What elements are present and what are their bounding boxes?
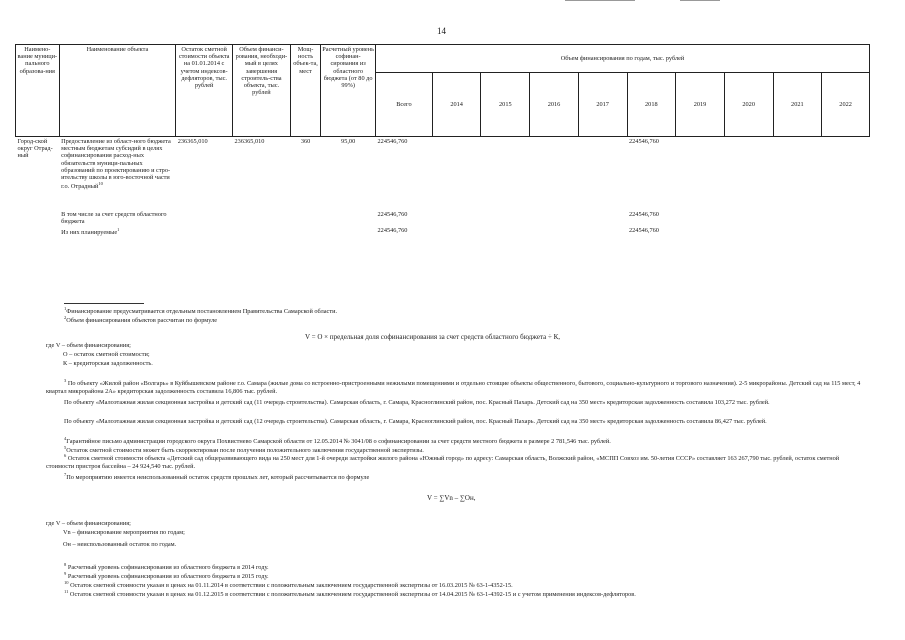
table-row [16, 226, 870, 237]
definition: О – остаток сметной стоимости; [63, 351, 150, 358]
footnote-text: Остаток сметной стоимости может быть скорректирован после получения положительного заключения государственной экспертизы. [66, 447, 424, 455]
table-row [16, 210, 870, 226]
cell-2018: 224546,760 [629, 227, 659, 235]
col-remaining-header: Остаток сметной стоимости объекта на 01.01.2014 с учетом индексов-дефляторов, тыс. рублей [176, 45, 233, 137]
col-municipality-header: Наимено-вание муници-пального образова-ния [16, 45, 60, 137]
header-row [16, 45, 870, 73]
col-level-header: Расчетный уровень софинан-сирования из областного бюджета (от 80 до 99%) [321, 45, 376, 137]
year-header: 2016 [530, 73, 579, 137]
definition: Vn – финансирование мероприятия по годам; [63, 529, 185, 536]
cell-remaining: 236365,010 [177, 138, 208, 145]
footnote-ref: 10 [98, 181, 103, 187]
top-edge-line [565, 0, 635, 1]
footnote-text: Расчетный уровень софинансирования из областного бюджета в 2014 году. [67, 564, 269, 572]
cell-2018: 224546,760 [629, 210, 659, 218]
footnote-text: Объем финансирования объектов рассчитан по формуле [66, 317, 218, 325]
year-header: 2020 [724, 73, 773, 137]
footnote: $^5$Остаток сметной стоимости может быть скорректирован после получения положительного заключения государственной экспертизы. [64, 445, 424, 455]
footnote-text: По мероприятию имеется неиспользованный остаток средств прошлых лет, который рассчитывается по формуле [66, 474, 370, 482]
cell-2018: 224546,760 [629, 138, 659, 145]
year-header: 2017 [578, 73, 627, 137]
year-header: 2018 [627, 73, 676, 137]
footnote-separator [64, 303, 144, 304]
cell-object [59, 137, 176, 192]
subrow-label: В том числе за счет средств областного бюджета [61, 210, 167, 225]
footnote-text: Остаток сметной стоимости объекта «Детский сад общеразвивающего вида на 250 мест для 1-й очереди застройки жилого района «Южный город» по адресу: Самарская область, Волжский район, «МСПП Совхоз им. 50-летия СССР» составляет 163 267,790 тыс. рублей, остаток сметной стоимости пристроя бассейна – 24 924,540 тыс. рублей. [46, 455, 840, 470]
footnote-text: Расчетный уровень софинансирования из областного бюджета в 2015 году. [67, 573, 269, 581]
footnote: $^6$ Остаток сметной стоимости объекта «Детский сад общеразвивающего вида на 250 мест для 1-й очереди застройки жилого района «Южный город» по адресу: Самарская область, Волжский район, «МСПП Совхоз им. 50-летия СССР» составляет 163 267,790 тыс. рублей, остаток сметной стоимости пристроя бассейна – 24 924,540 тыс. рублей. [46, 453, 840, 470]
year-header: 2019 [676, 73, 725, 137]
col-object-header: Наименование объекта [59, 45, 176, 137]
cell-capacity: 360 [300, 138, 311, 145]
footnote-text: Финансирование предусматривается отдельным постановлением Правительства Самарской области. [66, 308, 338, 316]
cell-municipality: Город-ской округ Отрад-ный [17, 138, 53, 160]
footnote-text: По объекту «Жилой район «Волгарь» в Куйбышевском районе г.о. Самара (жилые дома со встроенно-пристроенными нежилыми помещениями и отдельно стоящие объекты общественного, бытового, социально-культурного и торгового назначения). 2-5 микрорайоны. Детский сад на 115 мест, 4 квартал микрорайона 2А» кредиторская задолженность составила 16,806 тыс. рублей. [46, 380, 861, 395]
year-header: 2015 [481, 73, 530, 137]
definition: где V – объем финансирования; [46, 342, 131, 349]
table-row [16, 137, 870, 192]
footnote-text: Гарантийное письмо администрации городского округа Похвистнево Самарской области от 12.05.2014 № 3041/08 о софинансировании за счет средств местного бюджета в размере 2 781,546 тыс. рублей. [66, 438, 611, 446]
subrow-label-text: Из них планируемые [61, 229, 118, 237]
formula: V = ∑Vn – ∑Oн, [427, 494, 476, 502]
footnote-text: Остаток сметной стоимости указан в ценах на 01.11.2014 в соответствии с положительным заключением государственной экспертизы от 16.03.2015 № 63-1-4352-15. [70, 582, 513, 590]
year-header: 2021 [773, 73, 822, 137]
definition: где V – объем финансирования; [46, 520, 131, 527]
top-edge-line [680, 0, 720, 1]
object-text: Предоставление из област-ного бюджета местным бюджетам субсидий в целях софинансирования расход-ных обязательств муници-пальных образований по проектированию и стро-ительству школы в юго-восточной части г.о. Отрадный [61, 138, 171, 191]
cell-total: 224546,760 [377, 210, 408, 218]
footnote: $^7$По мероприятию имеется неиспользованный остаток средств прошлых лет, который рассчитывается по формуле [64, 472, 370, 482]
footnote: $^9$ Расчетный уровень софинансирования из областного бюджета в 2015 году. [64, 571, 269, 581]
footnote: $^3$ По объекту «Жилой район «Волгарь» в Куйбышевском районе г.о. Самара (жилые дома со встроенно-пристроенными нежилыми помещениями и отдельно стоящие объекты общественного, бытового, социально-культурного и торгового назначения). 2-5 микрорайоны. Детский сад на 115 мест, 4 квартал микрорайона 2А» кредиторская задолженность составила 16,806 тыс. рублей. [46, 378, 861, 395]
cell-total: 224546,760 [377, 227, 408, 235]
definition: Oн – неиспользованный остаток по годам. [63, 541, 177, 548]
footnote: $^2$Объем финансирования объектов рассчитан по формуле [64, 315, 218, 325]
financing-table [15, 44, 870, 238]
year-header: Всего [376, 73, 433, 137]
formula: V = О × предельная доля софинансирования за счет средств областного бюджета ÷ К, [305, 333, 561, 341]
footnote: $^{11}$ Остаток сметной стоимости указан в ценах на 01.12.2015 в соответствии с положительным заключением государственной экспертизы от 14.04.2015 № 63-1-4392-15 и с учетом применения индексов-дефляторов. [64, 589, 636, 599]
footnote: $^1$Финансирование предусматривается отдельным постановлением Правительства Самарской области. [64, 306, 338, 316]
footnote: $^4$Гарантийное письмо администрации городского округа Похвистнево Самарской области от 12.05.2014 № 3041/08 о софинансировании за счет средств местного бюджета в размере 2 781,546 тыс. рублей. [64, 436, 611, 446]
year-header: 2022 [822, 73, 870, 137]
financing-group-header: Объем финансирования по годам, тыс. рублей [376, 45, 870, 73]
footnote-paragraph: По объекту «Малоэтажная жилая секционная застройка и детский сад (11 очередь строительства). Самарская область, г. Самара, Красноглинский район, пос. Красный Пахарь. Детский сад на 350 мест» кредиторская задолженность составила 103,272 тыс. рублей. [64, 399, 770, 406]
cell-volume: 236365,010 [234, 138, 265, 145]
footnote: $^8$ Расчетный уровень софинансирования из областного бюджета в 2014 году. [64, 562, 269, 572]
col-volume-header: Объем финанси-рования, необходи-мый в целях завершения строитель-ства объекта, тыс. рублей [233, 45, 291, 137]
definition: К – кредиторская задолженность. [63, 360, 153, 367]
footnote: $^{10}$ Остаток сметной стоимости указан в ценах на 01.11.2014 в соответствии с положительным заключением государственной экспертизы от 16.03.2015 № 63-1-4352-15. [64, 580, 513, 590]
col-capacity-header: Мощ-ность объек-та, мест [290, 45, 320, 137]
footnote-paragraph: По объекту «Малоэтажная жилая секционная застройка и детский сад (12 очередь строительства). Самарская область, г. Самара, Красноглинский район, пос. Красный Пахарь. Детский сад на 350 мест» кредиторская задолженность составила 86,427 тыс. рублей. [64, 418, 767, 425]
cell-level: 95,00 [341, 138, 356, 145]
subrow-label [59, 226, 176, 237]
year-header: 2014 [432, 73, 481, 137]
cell-total: 224546,760 [377, 138, 408, 145]
footnote-ref: 1 [117, 227, 120, 233]
footnote-text: Остаток сметной стоимости указан в ценах на 01.12.2015 в соответствии с положительным заключением государственной экспертизы от 14.04.2015 № 63-1-4392-15 и с учетом применения индексов-дефляторов. [69, 591, 636, 599]
page-number: 14 [437, 26, 446, 36]
